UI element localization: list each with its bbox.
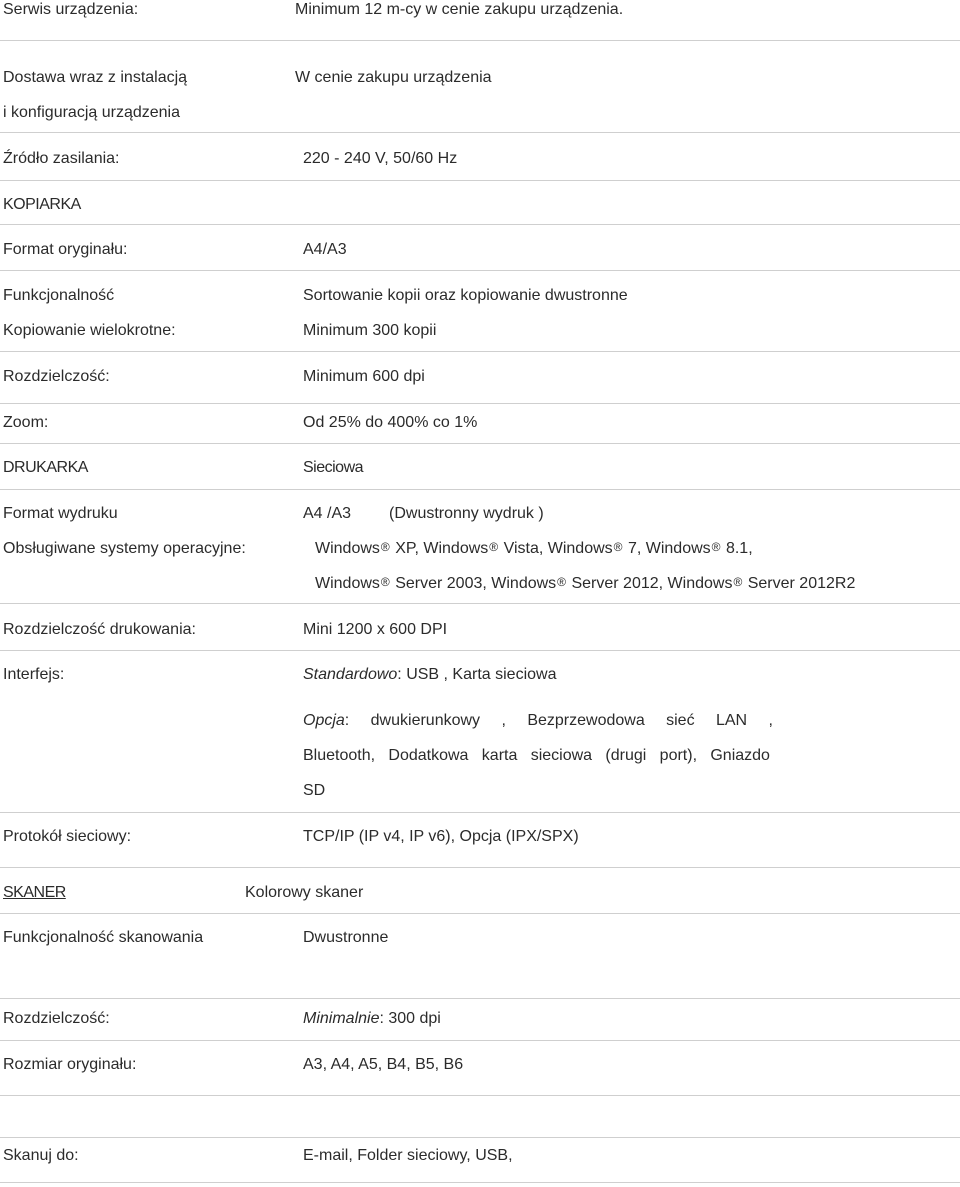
format-oryginalu-label: Format oryginału: (3, 241, 128, 258)
interfejs-standard (303, 665, 556, 685)
zoom-label: Zoom: (3, 414, 49, 431)
option-word: (drugi (605, 747, 647, 764)
divider (0, 1182, 960, 1183)
divider (0, 403, 960, 404)
os-windows: Windows (491, 575, 557, 592)
os-server-2012: Server 2012, (571, 575, 668, 592)
divider (0, 998, 960, 999)
rozdzielczosc-druk-value: Mini 1200 x 600 DPI (303, 621, 448, 638)
option-word: , (768, 712, 773, 729)
option-word: dwukierunkowy (370, 712, 481, 729)
option-word: Bezprzewodowa (527, 712, 645, 729)
funkcjonalnosc-label: Funkcjonalność (3, 287, 115, 304)
rozdzielczosc-skan-value (303, 1009, 441, 1029)
funkcjonalnosc-skan-value: Dwustronne (303, 929, 389, 946)
divider (0, 180, 960, 181)
os-vista: Vista, (503, 540, 548, 557)
divider (0, 1095, 960, 1096)
format-wydruku-label: Format wydruku (3, 505, 118, 522)
format-oryginalu-value: A4/A3 (303, 241, 347, 258)
divider (0, 270, 960, 271)
skaner-heading: SKANER (3, 884, 66, 901)
rozmiar-value: A3, A4, A5, B4, B5, B6 (303, 1056, 464, 1073)
skanuj-label: Skanuj do: (3, 1147, 79, 1164)
rozdzielczosc-skan-value-label: Minimalnie (303, 1010, 380, 1027)
divider (0, 1137, 960, 1138)
interfejs-option-line2 (303, 746, 770, 766)
format-wydruku-duplex: (Dwustronny wydruk ) (389, 505, 544, 522)
os-windows: Windows (547, 540, 613, 557)
os-xp: XP, (395, 540, 424, 557)
kopiowanie-label: Kopiowanie wielokrotne: (3, 322, 176, 339)
divider (0, 650, 960, 651)
os-7: 7, (627, 540, 646, 557)
registered-mark: ® (613, 540, 623, 554)
option-word: Gniazdo (710, 747, 770, 764)
dostawa-label-line1: Dostawa wraz z instalacją (3, 69, 188, 86)
dostawa-value: W cenie zakupu urządzenia (295, 69, 492, 86)
option-word: , (501, 712, 506, 729)
serwis-value: Minimum 12 m-cy w cenie zakupu urządzenia. (295, 1, 624, 18)
rozdzielczosc-kopiarka-value: Minimum 600 dpi (303, 368, 425, 385)
divider (0, 812, 960, 813)
format-wydruku-value: A4 /A3 (303, 505, 352, 522)
systemy-line2 (315, 574, 855, 594)
kopiarka-heading: KOPIARKA (3, 196, 81, 213)
zrodlo-label: Źródło zasilania: (3, 150, 120, 167)
interfejs-standard-label: Standardowo (303, 666, 398, 683)
os-server-2003: Server 2003, (395, 575, 492, 592)
zrodlo-value: 220 - 240 V, 50/60 Hz (303, 150, 458, 167)
option-word: port), (659, 747, 698, 764)
kopiowanie-value: Minimum 300 kopii (303, 322, 437, 339)
divider (0, 351, 960, 352)
rozdzielczosc-skan-value-text: : 300 dpi (379, 1010, 441, 1027)
rozdzielczosc-kopiarka-label: Rozdzielczość: (3, 368, 110, 385)
registered-mark: ® (557, 575, 567, 589)
registered-mark: ® (711, 540, 721, 554)
option-word: karta (481, 747, 518, 764)
skanuj-value: E-mail, Folder sieciowy, USB, (303, 1147, 513, 1164)
interfejs-standard-value: : USB , Karta sieciowa (397, 666, 557, 683)
os-81: 8.1, (725, 540, 753, 557)
option-word: sieciowa (530, 747, 593, 764)
funkcjonalnosc-skan-label: Funkcjonalność skanowania (3, 929, 204, 946)
os-windows: Windows (315, 575, 380, 592)
serwis-label: Serwis urządzenia: (3, 1, 139, 18)
option-word: : (344, 712, 350, 729)
protokol-value: TCP/IP (IP v4, IP v6), Opcja (IPX/SPX) (303, 828, 579, 845)
os-windows: Windows (667, 575, 733, 592)
divider (0, 489, 960, 490)
divider (0, 913, 960, 914)
option-word: sieć (666, 712, 695, 729)
os-windows: Windows (645, 540, 711, 557)
option-word: Bluetooth, (303, 747, 376, 764)
os-server-2012r2: Server 2012R2 (747, 575, 856, 592)
drukarka-heading: DRUKARKA (3, 459, 88, 476)
interfejs-option-label: Opcja (303, 712, 345, 729)
divider (0, 224, 960, 225)
funkcjonalnosc-value: Sortowanie kopii oraz kopiowanie dwustronne (303, 287, 628, 304)
divider (0, 603, 960, 604)
rozmiar-label: Rozmiar oryginału: (3, 1056, 137, 1073)
registered-mark: ® (380, 540, 390, 554)
option-word: LAN (715, 712, 748, 729)
drukarka-type-value: Sieciowa (303, 459, 364, 476)
os-windows: Windows (423, 540, 489, 557)
registered-mark: ® (733, 575, 743, 589)
divider (0, 443, 960, 444)
rozdzielczosc-skan-label: Rozdzielczość: (3, 1010, 110, 1027)
systemy-label: Obsługiwane systemy operacyjne: (3, 540, 246, 557)
divider (0, 40, 960, 41)
divider (0, 132, 960, 133)
dostawa-label-line2: i konfiguracją urządzenia (3, 104, 180, 121)
skaner-value: Kolorowy skaner (245, 884, 364, 901)
registered-mark: ® (489, 540, 499, 554)
interfejs-label: Interfejs: (3, 666, 65, 683)
divider (0, 867, 960, 868)
divider (0, 1040, 960, 1041)
systemy-line1 (315, 539, 753, 559)
zoom-value: Od 25% do 400% co 1% (303, 414, 478, 431)
registered-mark: ® (380, 575, 390, 589)
os-windows: Windows (315, 540, 380, 557)
interfejs-option-line3: SD (303, 782, 326, 799)
option-word: Dodatkowa (388, 747, 469, 764)
interfejs-option-line1 (303, 711, 773, 731)
protokol-label: Protokół sieciowy: (3, 828, 132, 845)
rozdzielczosc-druk-label: Rozdzielczość drukowania: (3, 621, 196, 638)
